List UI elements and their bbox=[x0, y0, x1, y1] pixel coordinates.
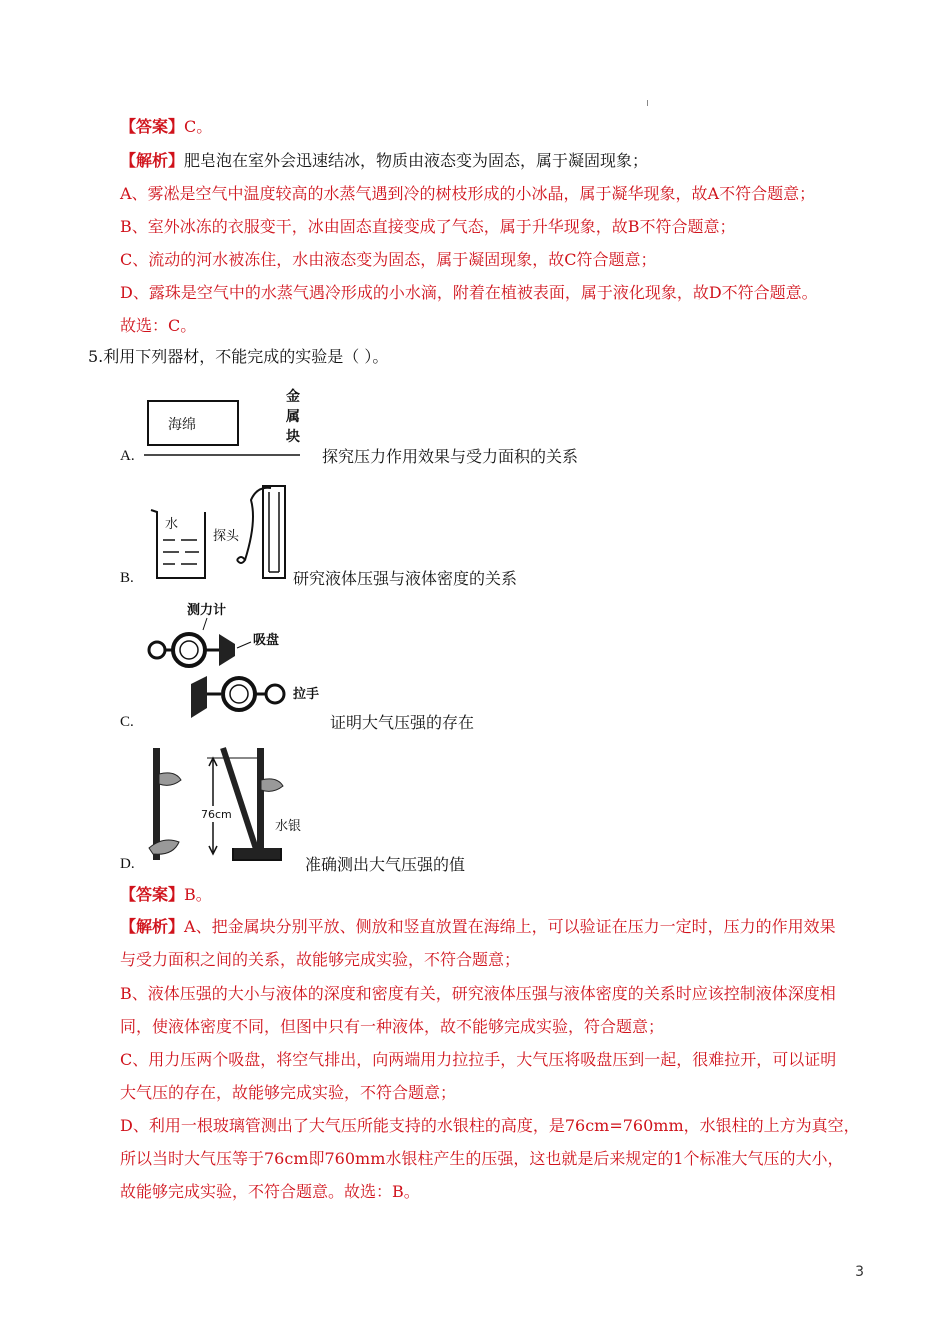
answer-label: 【答案】 bbox=[120, 885, 185, 904]
analysis-label: 【解析】 bbox=[120, 151, 185, 170]
analysis-line: B、室外冰冻的衣服变干，冰由固态直接变成了气态，属于升华现象，故B不符合题意； bbox=[120, 217, 736, 236]
answer-text: B。 bbox=[184, 885, 212, 904]
mercury-label: 水银 bbox=[275, 819, 302, 834]
answer-line bbox=[120, 884, 212, 906]
mercury-dish bbox=[233, 848, 281, 860]
analysis-line: B、液体压强的大小与液体的深度和密度有关，研究液体压强与液体密度的关系时应该控制液体深度相 bbox=[120, 984, 836, 1003]
analysis-line: 与受力面积之间的关系，故能够完成实验，不符合题意； bbox=[120, 950, 521, 969]
option-b-text: 研究液体压强与液体密度的关系 bbox=[293, 569, 518, 588]
analysis-text: A、把金属块分别平放、侧放和竖直放置在海绵上，可以验证在压力一定时，压力的作用效果 bbox=[184, 917, 836, 936]
metal-label-1: 金 bbox=[286, 389, 300, 405]
analysis-line: 故选：C。 bbox=[120, 316, 197, 335]
question-stem: 5.利用下列器材，不能完成的实验是（ ）。 bbox=[88, 347, 389, 366]
probe-head bbox=[237, 557, 245, 563]
analysis-intro: 肥皂泡在室外会迅速结冰，物质由液态变为固态，属于凝固现象； bbox=[184, 151, 649, 170]
analysis-line: 所以当时大气压等于76cm即760mm水银柱产生的压强，这也就是后来规定的1个标准大气压的大小， bbox=[120, 1149, 844, 1168]
handle-label: 拉手 bbox=[293, 687, 320, 702]
analysis-line: D、利用一根玻璃管测出了大气压所能支持的水银柱的高度，是76cm=760mm，水银柱的上方为真空， bbox=[120, 1116, 860, 1135]
option-a-letter: A. bbox=[120, 448, 135, 464]
analysis-line: 大气压的存在，故能够完成实验，不符合题意； bbox=[120, 1083, 457, 1102]
analysis-line: 同，使液体密度不同，但图中只有一种液体，故不能够完成实验，符合题意； bbox=[120, 1017, 665, 1036]
liquid-pressure-figure bbox=[145, 482, 295, 582]
probe-label: 探头 bbox=[213, 529, 240, 544]
handle-ring-2 bbox=[266, 685, 284, 703]
suction-cup-2 bbox=[191, 676, 207, 718]
suction-cup-figure bbox=[145, 598, 335, 728]
option-b-letter: B. bbox=[120, 570, 134, 586]
option-c-text: 证明大气压强的存在 bbox=[330, 713, 475, 732]
glass-tube-tilted bbox=[223, 748, 257, 852]
analysis-intro-line bbox=[120, 150, 648, 172]
metal-label-2: 属 bbox=[286, 409, 300, 425]
dynamometer-dial bbox=[173, 634, 205, 666]
sponge-label: 海绵 bbox=[168, 417, 196, 433]
analysis-line: C、用力压两个吸盘，将空气排出，向两端用力拉拉手，大气压将吸盘压到一起，很难拉开，可以证明 bbox=[120, 1050, 837, 1069]
water-label: 水 bbox=[165, 517, 179, 532]
metal-label-3: 块 bbox=[286, 429, 300, 445]
u-tube-frame bbox=[263, 486, 285, 578]
answer-line bbox=[120, 116, 212, 138]
analysis-line: C、流动的河水被冻住，水由液态变为固态，属于凝固现象，故C符合题意； bbox=[120, 250, 657, 269]
page-number: 3 bbox=[855, 1264, 864, 1280]
dynamometer-dial-2 bbox=[223, 678, 255, 710]
option-d-letter: D. bbox=[120, 856, 135, 872]
answer-label: 【答案】 bbox=[120, 117, 185, 136]
margin-mark bbox=[647, 100, 648, 106]
analysis-line: 故能够完成实验，不符合题意。故选：B。 bbox=[120, 1182, 420, 1201]
height-label: 76cm bbox=[201, 808, 232, 821]
hand-1 bbox=[159, 773, 181, 785]
dynamometer-label: 测力计 bbox=[187, 603, 227, 618]
cup-label: 吸盘 bbox=[253, 633, 280, 648]
tube-hose bbox=[245, 488, 271, 560]
torricelli-figure bbox=[145, 744, 310, 869]
handle-ring bbox=[149, 642, 165, 658]
answer-text: C。 bbox=[184, 117, 213, 136]
option-c-letter: C. bbox=[120, 714, 134, 730]
analysis-line: A、雾凇是空气中温度较高的水蒸气遇到冷的树枝形成的小冰晶，属于凝华现象，故A不符合题意； bbox=[120, 184, 816, 203]
option-d-text: 准确测出大气压强的值 bbox=[305, 855, 466, 874]
glass-tube-2 bbox=[257, 748, 264, 852]
analysis-line: D、露珠是空气中的水蒸气遇冷形成的小水滴，附着在植被表面，属于液化现象，故D不符合题意。 bbox=[120, 283, 818, 302]
option-a-text: 探究压力作用效果与受力面积的关系 bbox=[322, 447, 579, 466]
suction-cup bbox=[219, 634, 235, 666]
sponge-metal-block-figure bbox=[140, 385, 320, 465]
hand-3 bbox=[261, 779, 283, 791]
analysis-line bbox=[120, 916, 836, 938]
analysis-label: 【解析】 bbox=[120, 917, 185, 936]
